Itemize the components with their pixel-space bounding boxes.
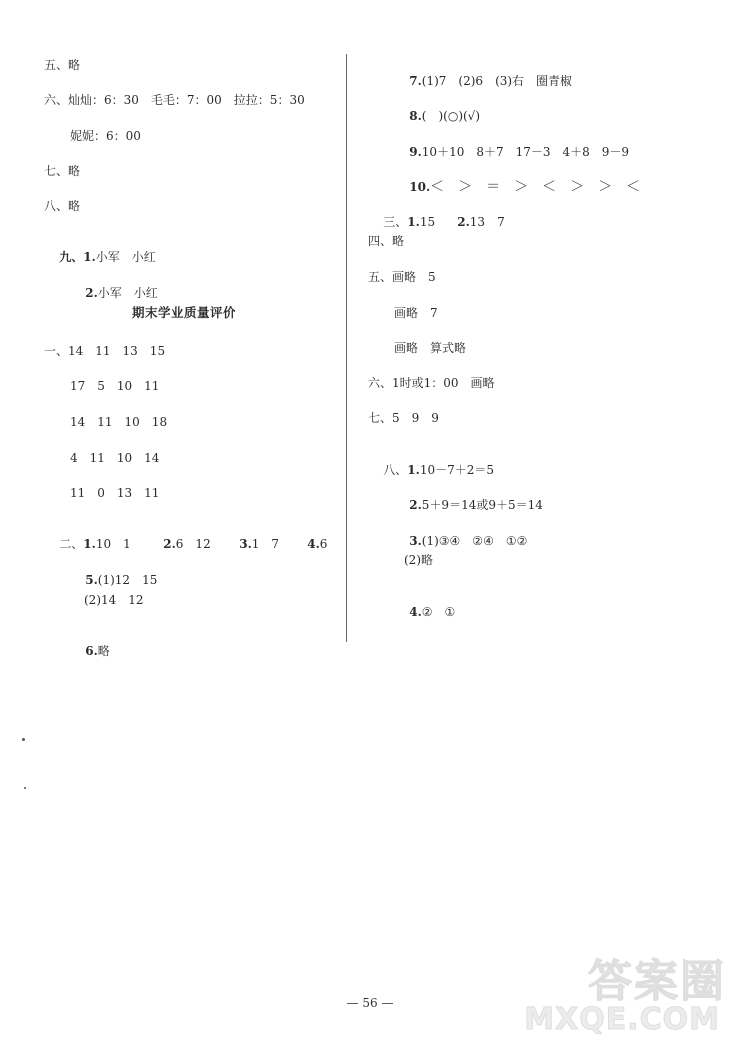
answer-section-5-line2: 画略 7 [394,306,438,320]
item-answer: 6 12 [175,537,211,551]
answer-group1-row3: 14 11 10 18 [70,415,168,429]
item-number: 10. [409,180,431,194]
item-answer: 小军 小红 [95,250,156,264]
item-answer: 6 [319,537,328,551]
answer-section-7: 七、略 [44,164,81,178]
watermark-logo [524,945,726,1037]
answer-section-6-line1: 六、灿灿：6：30 毛毛：7：00 拉拉：5：30 [44,93,305,107]
item-number: 5. [85,573,98,587]
item-number: 九、1. [59,250,96,264]
item-answer: (1)7 (2)6 (3)右 圈青椒 [421,74,573,88]
answer-group1-row5: 11 0 13 11 [70,486,160,500]
item-answer: 小军 小红 [97,286,158,300]
item-answer: 13 7 [469,215,505,229]
answer-group2-item3 [224,520,279,568]
comparison-symbols: ＜ ＞ ＝ ＞ ＜ ＞ ＞ ＜ [430,179,641,195]
item-number: 4. [307,537,320,551]
answer-section-5: 五、略 [44,58,81,72]
watermark-text-top: 答案圈 [588,956,726,1007]
answer-group1-row4: 4 11 10 14 [70,451,160,465]
item-number: 7. [409,74,422,88]
item-answer: 略 [97,644,110,658]
item-number: 9. [409,145,422,159]
answer-section-8-item3-part2: (2)略 [404,553,433,567]
item-answer: (1)③④ ②④ ①② [421,534,528,548]
answer-section-8-item4 [394,588,455,636]
answer-group2-item5-part2: (2)14 12 [84,593,144,607]
item-number: 3. [409,534,422,548]
item-number: 3. [239,537,252,551]
answer-group2-item2 [148,520,211,568]
item-number: 1. [407,215,420,229]
answer-section-6: 六、1时或1：00 画略 [368,376,495,390]
item-answer: ( )(○)(√) [421,109,481,123]
scan-speck [24,787,26,789]
answer-section-5-line3: 画略 算式略 [394,341,467,355]
group-prefix: 三、 [383,215,408,229]
answer-group1-row1: 一、14 11 13 15 [44,344,166,358]
item-number: 1. [83,537,96,551]
item-number: 4. [409,605,422,619]
watermark-text-bottom: MXQE.COM [524,1002,720,1037]
section-title: 期末学业质量评价 [132,305,237,320]
item-answer: ② ① [421,605,456,619]
answer-section-6-line2: 妮妮：6：00 [70,129,141,143]
item-answer: 10＋10 8＋7 17－3 4＋8 9－9 [421,145,630,159]
item-answer: 15 [419,215,436,229]
answer-group2-item6 [70,627,110,675]
item-number: 2. [163,537,176,551]
item-number: 8. [409,109,422,123]
answer-section-5-line1: 五、画略 5 [368,270,436,284]
answer-group1-row2: 17 5 10 11 [70,379,160,393]
item-number: 2. [409,498,422,512]
item-answer: 5＋9＝14或9＋5＝14 [421,498,543,512]
answer-section-4: 四、略 [368,234,405,248]
item-number: 1. [407,463,420,477]
item-number: 2. [457,215,470,229]
answer-group2-item4 [292,520,327,568]
column-divider [346,54,347,642]
answer-section-3-item2 [442,198,505,246]
answer-section-8: 八、略 [44,199,81,213]
item-answer: 10－7＋2＝5 [419,463,494,477]
group-prefix: 八、 [383,463,408,477]
answer-section-7: 七、5 9 9 [368,411,439,425]
group-prefix: 二、 [59,537,84,551]
page-number: — 56 — [346,996,394,1010]
item-answer: 1 7 [251,537,280,551]
item-number: 2. [85,286,98,300]
scan-speck [22,738,25,741]
item-answer: (1)12 15 [97,573,158,587]
item-number: 6. [85,644,98,658]
item-answer: 10 1 [95,537,131,551]
